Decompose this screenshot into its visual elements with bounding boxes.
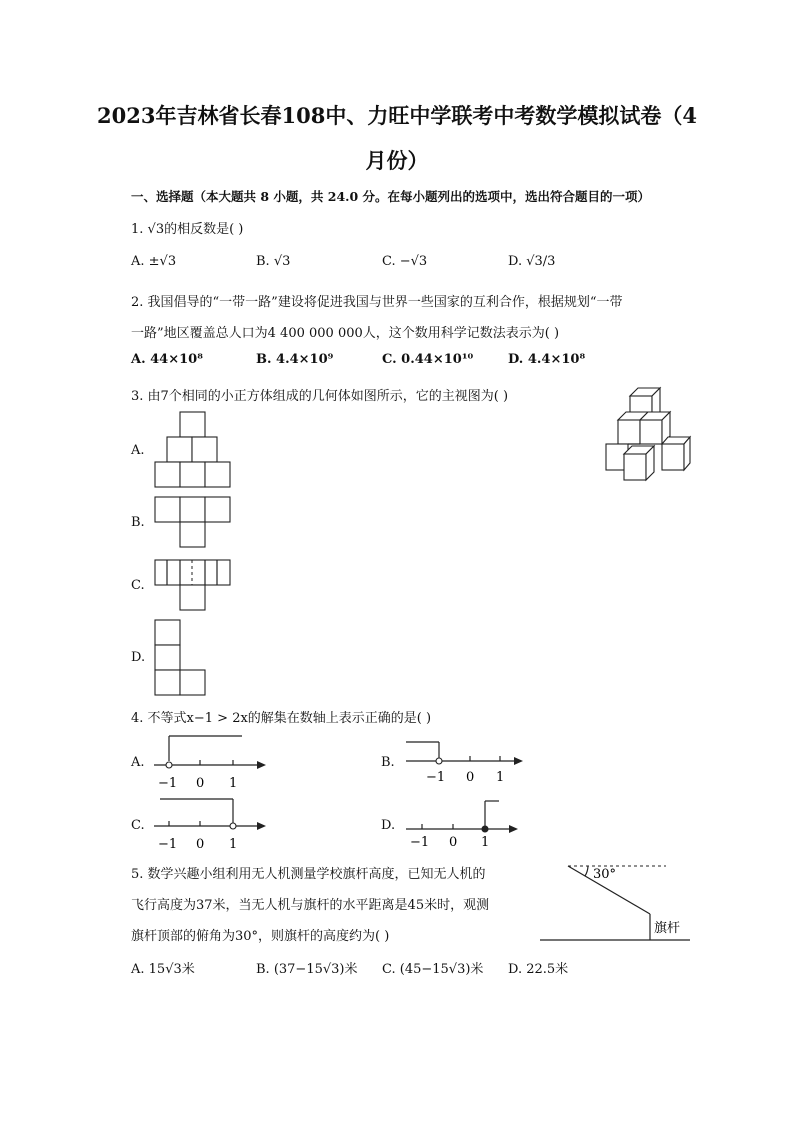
q1-option-c: C. −√3 [382,254,428,269]
q1-option-a: A. ±√3 [131,254,177,269]
q4-option-d-label: D. [381,818,396,833]
q5-option-d: D. 22.5米 [508,962,569,977]
q2-option-b: B. 4.4×10⁹ [256,352,334,367]
q3-stem: 3. 由7个相同的小正方体组成的几何体如图所示，它的主视图为( ) [131,389,509,404]
q1-option-b: B. √3 [256,254,291,269]
q2-stem-line1: 2. 我国倡导的“一带一路”建设将促进我国与世界一些国家的互利合作，根据规划“一带 [131,295,623,310]
q2-stem-line2: 一路”地区覆盖总人口为4 400 000 000人，这个数用科学记数法表示为( ) [131,326,560,341]
q3-option-c-figure [154,559,232,612]
q4-option-c-label: C. [131,818,145,833]
q3-option-d-figure [154,619,209,697]
q4c-tick-0: 0 [196,837,205,852]
q4-stem: 4. 不等式x−1 > 2x的解集在数轴上表示正确的是( ) [131,711,432,726]
q4c-tick-1: 1 [229,837,238,852]
q3-option-b-figure [154,496,232,549]
q3-option-d-label: D. [131,650,146,665]
q5-option-c: C. (45−15√3)米 [382,962,484,977]
q5-option-a: A. 15√3米 [131,962,195,977]
q5-stem-line2: 飞行高度为37米，当无人机与旗杆的水平距离是45米时，观测 [131,898,490,913]
q4b-tick-neg1: −1 [426,770,446,785]
q2-option-c: C. 0.44×10¹⁰ [382,352,474,367]
q4-option-d-number-line [404,796,529,856]
section-heading: 一、选择题（本大题共 8 小题，共 24.0 分。在每小题列出的选项中，选出符合题目的一项） [131,189,651,204]
q3-option-a-figure [154,411,232,489]
q4-option-a-label: A. [131,755,145,770]
q4b-tick-1: 1 [496,770,505,785]
q4d-tick-0: 0 [449,835,458,850]
q4-option-b-label: B. [381,755,395,770]
q4a-tick-neg1: −1 [158,776,178,791]
q4d-tick-1: 1 [481,835,490,850]
q2-option-d: D. 4.4×10⁸ [508,352,586,367]
q4c-tick-neg1: −1 [158,837,178,852]
paper-title-line1: 2023年吉林省长春108中、力旺中学联考中考数学模拟试卷（4 [97,103,697,128]
q3-option-a-label: A. [131,443,145,458]
q4a-tick-1: 1 [229,776,238,791]
q4d-tick-neg1: −1 [410,835,430,850]
q4b-tick-0: 0 [466,770,475,785]
q4-option-b-number-line [404,733,529,793]
paper-title-line2: 月份） [365,148,429,173]
q3-cube-solid-figure [600,384,695,484]
cube-front [624,446,654,480]
q2-option-a: A. 44×10⁸ [131,352,203,367]
q5-drone-flagpole-figure [538,858,693,944]
q5-angle-label: 30° [593,867,617,882]
q4a-tick-0: 0 [196,776,205,791]
q5-option-b: B. (37−15√3)米 [256,962,358,977]
cube-bottom-right [662,437,690,470]
q1-option-d: D. √3/3 [508,254,556,269]
q5-stem-line1: 5. 数学兴趣小组利用无人机测量学校旗杆高度，已知无人机的 [131,867,486,882]
q5-flagpole-label: 旗杆 [654,921,681,936]
q4-option-c-number-line [154,796,274,856]
q3-option-b-label: B. [131,515,145,530]
q5-stem-line3: 旗杆顶部的俯角为30°，则旗杆的高度约为( ) [131,929,390,944]
q1-stem: 1. √3的相反数是( ) [131,222,244,237]
q4-option-a-number-line [154,733,274,793]
q3-option-c-label: C. [131,578,145,593]
